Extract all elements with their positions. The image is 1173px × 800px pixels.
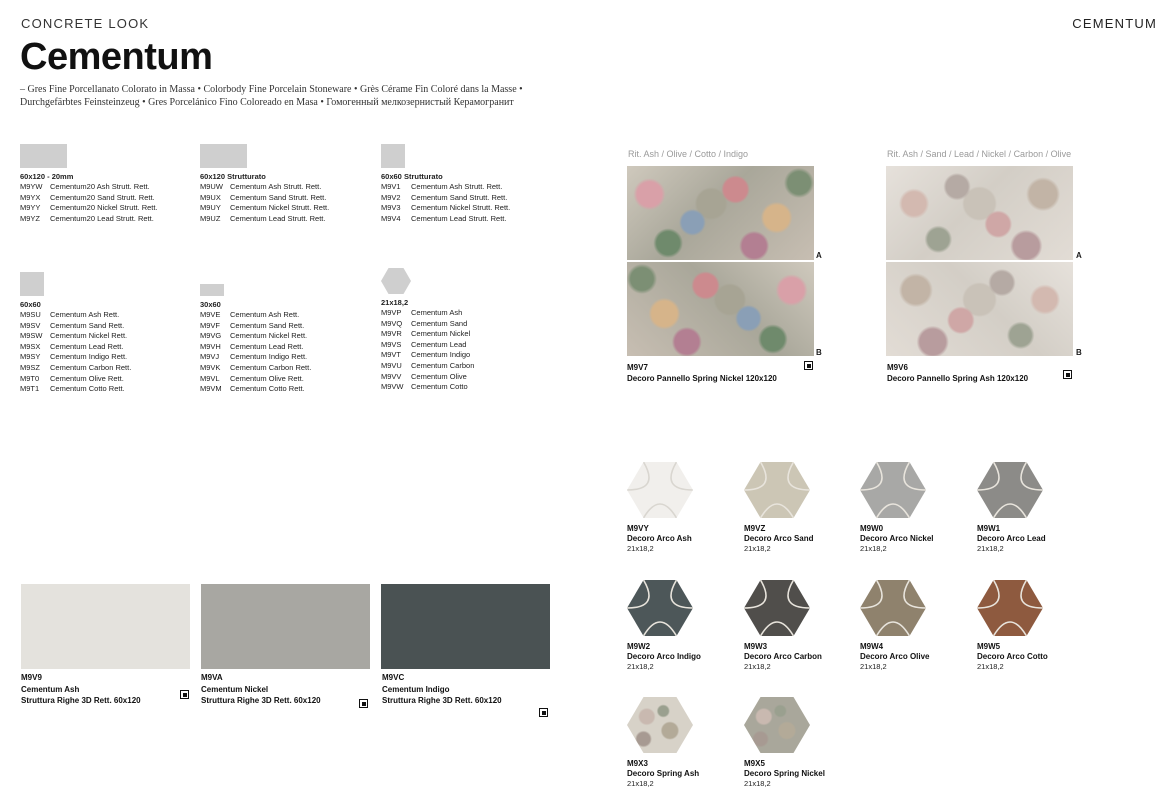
product-code: M9V1 [381,182,401,191]
product-name: Cementum Cotto Rett. [230,384,305,394]
product-code: M9W3 [744,642,768,651]
format-label: 60x60 [20,300,41,309]
hexagon-swatch [627,462,693,518]
hexagon-decor-tile [977,580,1048,671]
arc-pattern-icon [627,462,693,518]
list-item [381,372,556,383]
product-name: Cementum Cotto [411,382,468,392]
product-size: 21x18,2 [977,662,1004,671]
list-item [20,363,195,374]
list-item [200,182,375,193]
arc-pattern-icon [744,462,810,518]
product-name: Cementum Olive [411,371,467,381]
list-item [200,374,375,385]
product-name: Decoro Spring Ash [627,769,700,778]
product-group-60x120-strutturato [200,144,375,224]
product-code: M9V4 [381,213,401,223]
product-code: M9VF [200,320,221,330]
arc-pattern-icon [860,580,926,636]
list-item [381,308,556,319]
hexagon-swatch [744,697,810,753]
list-item [381,203,556,214]
product-code: M9VK [200,362,221,372]
product-name: Cementum Nickel Strutt. Rett. [411,203,511,213]
product-name: Cementum Indigo [411,350,471,360]
catalog-icon [180,690,189,699]
product-code: M9UX [200,192,221,202]
product-code: M9YX [20,192,41,202]
list-item [20,203,195,214]
product-name: Cementum Nickel Rett. [230,331,308,341]
hexagon-swatch [381,268,411,294]
product-code: M9VZ [744,524,766,533]
product-code: M9VA [201,673,223,682]
list-item [200,193,375,204]
product-code: M9YY [20,203,41,213]
product-name: Cementum Nickel [201,685,269,694]
arc-pattern-icon [860,462,926,518]
product-name: Cementum Lead Strutt. Rett. [230,213,326,223]
hexagon-swatch [860,580,926,636]
product-code: M9VR [381,329,402,339]
product-code: M9YW [20,182,43,191]
list-item [20,193,195,204]
list-item [200,203,375,214]
product-name: Cementum Ash Rett. [230,310,300,319]
product-name: Cementum Ash Rett. [50,310,120,319]
product-code: M9UW [200,182,223,191]
list-item [381,182,556,193]
list-item [200,310,375,321]
product-name: Decoro Arco Olive [860,652,930,661]
panel-mark-a: A [1076,251,1082,260]
product-name: Cementum Ash [21,685,80,694]
product-name: Decoro Arco Nickel [860,534,934,543]
list-item [200,331,375,342]
list-item [381,361,556,372]
list-item [20,342,195,353]
hexagon-swatch [744,580,810,636]
product-code: M9VL [200,373,220,383]
catalog-icon [539,708,548,717]
product-code: M9W1 [977,524,1001,533]
hexagon-decor-tile [627,697,699,788]
tile-swatch [200,284,224,296]
product-name: Cementum Nickel Strutt. Rett. [230,203,330,213]
hexagon-decor-tile [744,462,814,553]
product-name: Cementum Nickel Rett. [50,331,128,341]
product-name: Cementum Carbon [411,360,475,370]
product-name: Decoro Arco Carbon [744,652,822,661]
product-code: M9SW [20,331,43,341]
product-group-60x60 [20,272,195,395]
list-item [20,182,195,193]
product-size: 21x18,2 [860,544,887,553]
product-size: 21x18,2 [977,544,1004,553]
panel-image-b [886,262,1073,356]
product-code: M9UZ [200,213,221,223]
product-code: M9W5 [977,642,1001,651]
panel-image-a [886,166,1073,260]
list-item [20,352,195,363]
arc-pattern-icon [977,462,1043,518]
product-code: M9VH [200,341,221,351]
product-code: M9VU [381,360,402,370]
product-name: Cementum Lead [411,339,467,349]
product-name: Decoro Arco Cotto [977,652,1048,661]
page-title: Cementum [20,36,213,78]
product-name: Cementum Lead Rett. [230,341,304,351]
hexagon-decor-tile [860,580,930,671]
product-code: M9T1 [20,384,40,394]
product-code: M9X3 [627,759,648,768]
format-label: 60x120 - 20mm [20,172,74,181]
product-code: M9VJ [200,352,220,362]
product-name: Decoro Arco Lead [977,534,1046,543]
hexagon-decor-tile [627,462,693,553]
catalog-icon [359,699,368,708]
product-size: 21x18,2 [627,544,654,553]
list-item [20,384,195,395]
product-size: 21x18,2 [627,779,654,788]
product-name: Cementum Lead Strutt. Rett. [411,213,507,223]
product-name: Cementum Cotto Rett. [50,384,125,394]
list-item [20,374,195,385]
list-item [381,340,556,351]
hexagon-swatch [860,462,926,518]
product-name: Cementum Sand Strutt. Rett. [411,192,508,202]
hexagon-decor-tile [627,580,701,671]
panel-image-b [627,262,814,356]
product-size: 21x18,2 [744,662,771,671]
product-name: Cementum Sand [411,318,468,328]
product-name: Decoro Arco Sand [744,534,814,543]
product-size: 21x18,2 [744,779,771,788]
product-name: Decoro Arco Indigo [627,652,701,661]
product-name: Cementum Ash Strutt. Rett. [411,182,503,191]
product-code: M9VT [381,350,402,360]
product-code: M9VS [381,339,402,349]
product-name: Cementum Indigo [382,685,450,694]
collection-brand: CEMENTUM [1072,16,1157,31]
product-name: Cementum Indigo Rett. [50,352,128,362]
product-code: M9V2 [381,192,401,202]
product-code: M9SY [20,352,41,362]
hexagon-decor-tile [744,697,825,788]
product-name: Decoro Spring Nickel [744,769,825,778]
product-code: M9X5 [744,759,765,768]
product-name: Cementum Sand Strutt. Rett. [230,192,327,202]
product-code: M9SZ [20,362,41,372]
product-name: Cementum20 Sand Strutt. Rett. [50,192,155,202]
list-item [381,329,556,340]
tile-swatch [381,144,405,168]
product-code: M9SU [20,310,41,319]
catalog-icon [804,361,813,370]
product-group-60x120-20mm [20,144,195,224]
product-code: M9V7 [627,363,648,372]
tile-swatch [20,144,67,168]
product-group-21x18 [381,268,556,393]
product-code: M9SV [20,320,41,330]
product-code: M9V3 [381,203,401,213]
panel-mark-b: B [1076,348,1082,357]
product-code: M9T0 [20,373,40,383]
list-item [20,321,195,332]
product-name: Cementum Carbon Rett. [50,362,132,372]
catalog-icon [1063,370,1072,379]
hexagon-swatch [977,462,1043,518]
product-name: Cementum Nickel [411,329,471,339]
product-name: Cementum Olive Rett. [50,373,124,383]
arc-pattern-icon [627,580,693,636]
material-description: – Gres Fine Porcellanato Colorato in Massa • Colorbody Fine Porcelain Stoneware • Grès Cérame Fin Coloré dans la Masse • Durchgefärbtes Feinsteinzeug • Gres Porcelánico Fino Coloreado en Masa • Гомогенный мелкозернистый Керамогранит [20,84,523,108]
product-name: Decoro Pannello Spring Ash 120x120 [887,374,1029,383]
list-item [381,193,556,204]
format-label: 60x120 Strutturato [200,172,266,181]
product-code: M9VM [200,384,222,394]
panel-label: Rit. Ash / Olive / Cotto / Indigo [628,149,749,159]
product-name: Cementum Ash [411,308,463,317]
hexagon-swatch [627,697,693,753]
list-item [20,214,195,225]
strip-tile-ash [21,584,190,669]
product-code: M9UY [200,203,221,213]
list-item [20,331,195,342]
product-code: M9VG [200,331,222,341]
arc-pattern-icon [977,580,1043,636]
format-label: 60x60 Strutturato [381,172,443,181]
hexagon-swatch [977,580,1043,636]
product-size: 21x18,2 [860,662,887,671]
product-code: M9W4 [860,642,884,651]
product-name: Cementum20 Lead Strutt. Rett. [50,213,154,223]
product-group-60x60-strutturato [381,144,556,224]
product-size: 21x18,2 [744,544,771,553]
product-name: Decoro Pannello Spring Nickel 120x120 [627,374,777,383]
tile-swatch [200,144,247,168]
product-code: M9SX [20,341,41,351]
list-item [200,363,375,374]
product-name: Cementum Sand Rett. [50,320,125,330]
hexagon-decor-tile [977,462,1046,553]
product-name: Cementum Olive Rett. [230,373,304,383]
panel-mark-a: A [816,251,822,260]
product-code: M9W0 [860,524,884,533]
product-code: M9V9 [21,673,42,682]
product-code: M9VQ [381,318,403,328]
hexagon-decor-tile [860,462,934,553]
panel-mark-b: B [816,348,822,357]
product-name: Decoro Arco Ash [627,534,692,543]
product-code: M9VP [381,308,402,317]
list-item [200,384,375,395]
product-name: Cementum20 Ash Strutt. Rett. [50,182,150,191]
list-item [381,214,556,225]
product-description: Struttura Righe 3D Rett. 60x120 [21,696,141,705]
product-code: M9V6 [887,363,908,372]
arc-pattern-icon [744,580,810,636]
format-label: 21x18,2 [381,298,409,307]
list-item [200,352,375,363]
product-code: M9VY [627,524,649,533]
product-description: Struttura Righe 3D Rett. 60x120 [382,696,502,705]
product-code: M9VC [382,673,405,682]
panel-image-a [627,166,814,260]
strip-tile-nickel [201,584,370,669]
product-name: Cementum Sand Rett. [230,320,305,330]
list-item [200,321,375,332]
product-description: Struttura Righe 3D Rett. 60x120 [201,696,321,705]
hexagon-decor-tile [744,580,822,671]
list-item [381,350,556,361]
list-item [200,342,375,353]
section-kicker: CONCRETE LOOK [21,16,150,31]
product-name: Cementum Indigo Rett. [230,352,308,362]
list-item [381,319,556,330]
list-item [20,310,195,321]
product-name: Cementum Carbon Rett. [230,362,312,372]
strip-tile-indigo [381,584,550,669]
hexagon-swatch [627,580,693,636]
product-code: M9VE [200,310,221,319]
list-item [381,382,556,393]
tile-swatch [20,272,44,296]
product-name: Cementum Lead Rett. [50,341,124,351]
list-item [200,214,375,225]
panel-label: Rit. Ash / Sand / Lead / Nickel / Carbon / Olive [887,149,1072,159]
product-code: M9YZ [20,213,41,223]
product-size: 21x18,2 [627,662,654,671]
product-code: M9W2 [627,642,651,651]
format-label: 30x60 [200,300,221,309]
product-name: Cementum Ash Strutt. Rett. [230,182,322,191]
product-group-30x60 [200,284,375,395]
product-name: Cementum20 Nickel Strutt. Rett. [50,203,158,213]
hexagon-swatch [744,462,810,518]
product-code: M9VW [381,382,404,392]
product-code: M9VV [381,371,402,381]
